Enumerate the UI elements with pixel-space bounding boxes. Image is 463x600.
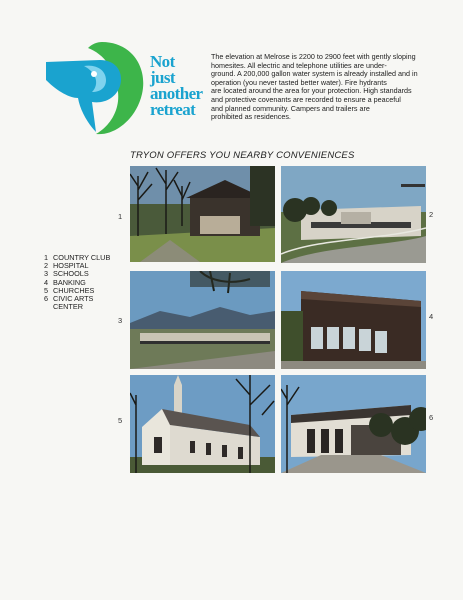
schools-photo: [130, 271, 275, 369]
legend-label: BANKING: [53, 277, 86, 287]
legend-number: 4: [44, 277, 49, 287]
civic-arts-center-photo: [281, 375, 426, 473]
photo-number: 1: [118, 212, 123, 221]
legend-number: 3: [44, 269, 49, 279]
retreat-logo-icon: [44, 40, 148, 136]
intro-line: homesites. All electric and telephone utilities are under-: [211, 60, 387, 70]
legend-number: 2: [44, 261, 49, 271]
photo-number: 4: [429, 312, 434, 321]
legend-label: HOSPITAL: [53, 261, 89, 271]
hospital-photo: [281, 166, 426, 263]
legend-label: CIVIC ARTS: [53, 294, 94, 304]
intro-line: operation (you never tasted better water). Fire hydrants: [211, 77, 387, 87]
intro-paragraph: [211, 53, 449, 122]
country-club-photo: [130, 166, 275, 262]
legend-label: SCHOOLS: [53, 269, 89, 279]
church-photo: [130, 375, 275, 473]
legend-number: 6: [44, 294, 49, 304]
legend-label: CHURCHES: [53, 285, 95, 295]
legend-label: CENTER: [53, 302, 83, 312]
legend-item: [44, 303, 110, 311]
photo-number: 5: [118, 416, 123, 425]
legend-number: 5: [44, 285, 49, 295]
intro-line: are located around the area for your protection. High standards: [211, 86, 412, 96]
banking-photo: [281, 271, 426, 369]
conveniences-legend: [44, 254, 110, 311]
intro-line: and protective covenants are recorded to ensure a peaceful: [211, 94, 401, 104]
photo-number: 2: [429, 210, 434, 219]
intro-line: prohibited as residences.: [211, 112, 291, 122]
logo-line: Not: [150, 52, 175, 71]
section-heading: TRYON OFFERS YOU NEARBY CONVENIENCES: [130, 150, 355, 161]
logo-tagline: [150, 54, 212, 118]
legend-label: COUNTRY CLUB: [53, 253, 111, 262]
photo-number: 6: [429, 413, 434, 422]
intro-line: The elevation at Melrose is 2200 to 2900 feet with gently sloping: [211, 52, 416, 61]
photo-number: 3: [118, 316, 123, 325]
logo-line: another: [150, 84, 203, 103]
intro-line: and planned community. Campers and trailers are: [211, 103, 370, 113]
logo-line: retreat: [150, 100, 196, 119]
logo-line: just: [150, 68, 175, 87]
legend-number: 1: [44, 253, 49, 262]
intro-line: ground. A 200,000 gallon water system is already installed and in: [211, 69, 418, 79]
